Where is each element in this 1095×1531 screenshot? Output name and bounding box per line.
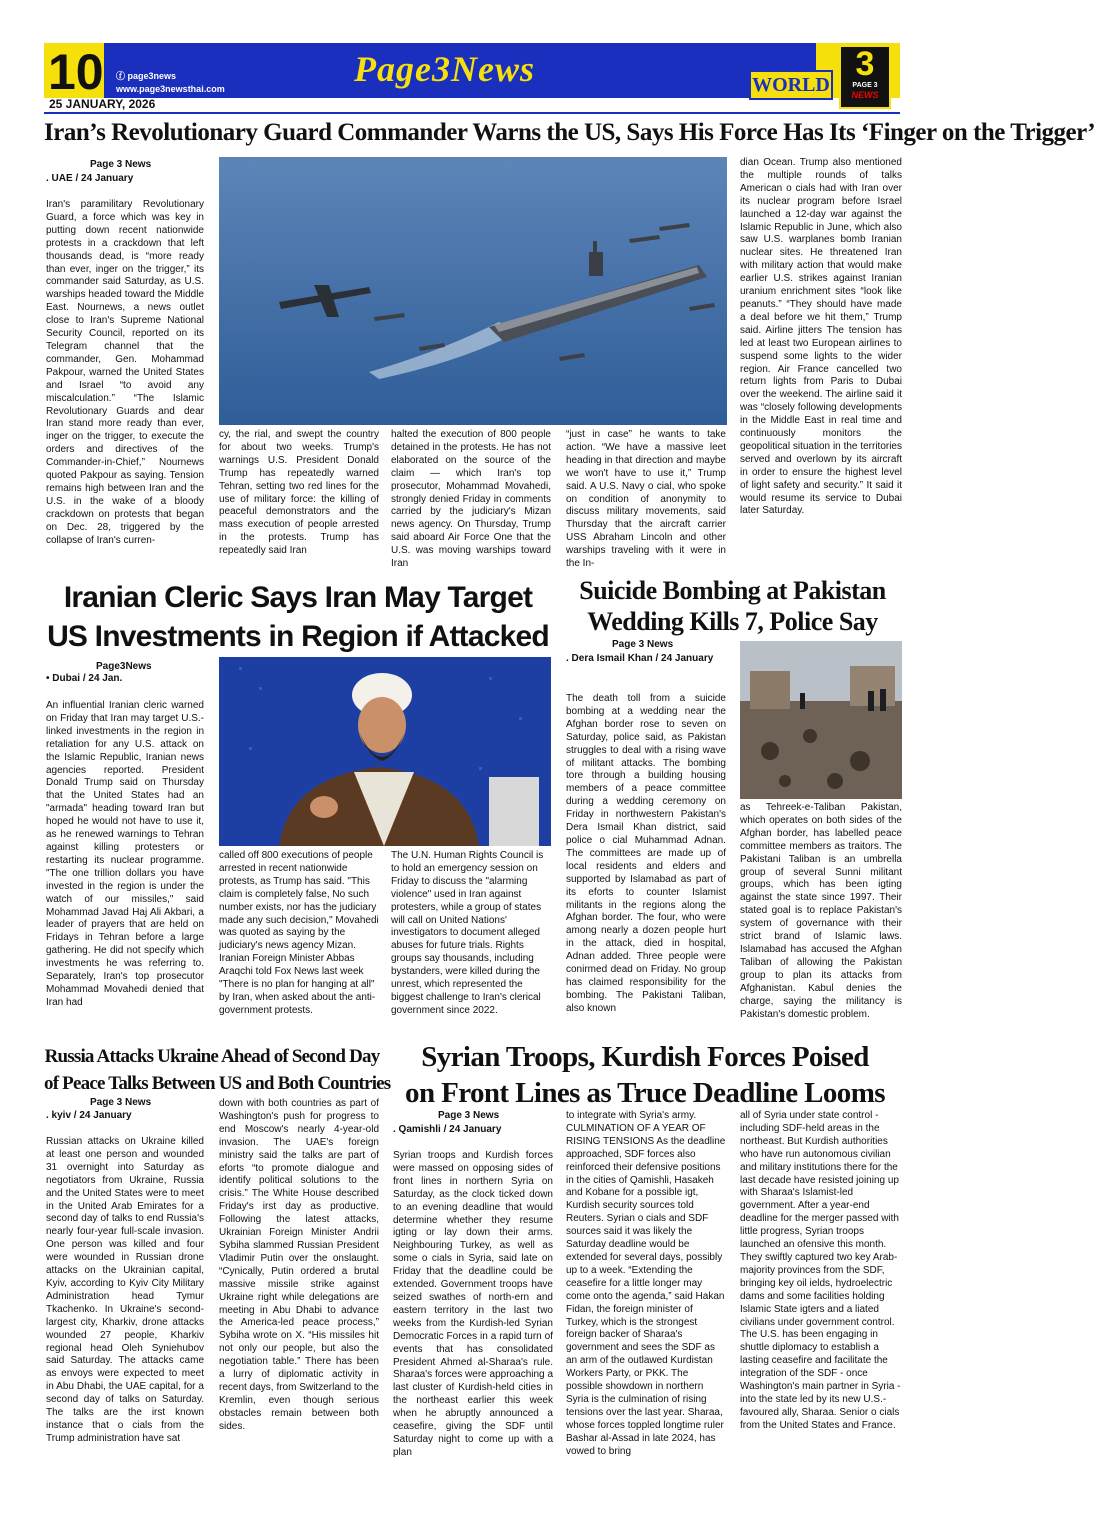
article-pakistan-col1: The death toll from a suicide bombing at a wedding near the Afghan border rose to seven on Saturday, police said, as Pakistan struggles to deal with a rising wave of militant attacks. The bombing tore through a building housing members of a peace committee during a wedding ceremony on Friday in northwestern Pakistan's Dera Ismail Khan district, said police o cial Muhammad Adnan. The committees are made up of local residents and elders and supported by Islamabad as part of its eforts to counter Islamist militants in the regions along the Afghan border. The four, who were among nearly a dozen people hurt in the attack, died in hospital, Adnan added. Three people were conirmed dead on Friday. No group has claimed responsibility for the bombing. The Pakistani Taliban, also known [566, 693, 726, 1014]
article-cleric-col1: An influential Iranian cleric warned on Friday that Iran may target U.S.-linked investments in the region in retaliation for any U.S. attack on the Islamic Republic, Iranian news agencies reported. President Donald Trump said on Thursday that the United States had an "armada" heading toward Iran but hoped he would not have to use it, as he renewed warnings to Tehran against killing protesters or restarting its nuclear programme. "The one trillion dollars you have invested in the region is under the watch of our missiles," said Mohammad Javad Haj Ali Akbari, a leader of prayers that are held on Fridays in Tehran before a large gathering. He did not specify which investments he was referring to. Separately, Iran's top prosecutor Mohammad Movahedi denied that Iran had [46, 700, 204, 1008]
article-iran-guard-source: Page 3 News [90, 159, 152, 170]
contact-block [116, 70, 225, 96]
issue-date: 25 JANUARY, 2026 [49, 97, 156, 111]
article-iran-guard-col2: cy, the rial, and swept the country for about two weeks. Trump's warnings U.S. President Donald Trump has repeatedly warned Tehran, setting two red lines for the use of military force: the killing of peaceful demonstrators and the mass execution of people arrested in the protests. Trump has repeatedly said Iran [219, 429, 379, 557]
article-iran-guard-col3: halted the execution of 800 people detained in the protests. He has not elaborated on the source of the claim — which Iran's top prosecutor, Mohammad Movahedi, strongly denied Friday in comments carried by the judiciary's Mizan news agency. On Thursday, Trump said aboard Air Force One that the U.S. was moving warships toward Iran [391, 429, 551, 570]
website-link[interactable]: www.page3newsthai.com [116, 84, 225, 94]
badge-number: 3 [855, 45, 875, 83]
social-handle[interactable]: page3news [127, 71, 177, 81]
article-cleric-headline-line1: Iranian Cleric Says Iran May Target [63, 581, 533, 614]
article-russia-headline-line1: Russia Attacks Ukraine Ahead of Second Day [44, 1046, 380, 1067]
section-label: WORLD [749, 70, 833, 100]
article-cleric-col3: The U.N. Human Rights Council is to hold an emergency session on Friday to discuss the "alarming violence" used in Iran against protesters, while a group of states will call on United Nations' investigators to document alleged abuses for future trials. Rights groups say thousands, including bystanders, were killed during the unrest, which represented the biggest challenge to Iran's clerical government since 2022. [391, 850, 544, 1016]
article-cleric-col2: called off 800 executions of people arrested in recent nationwide protests, as Trump has said. "This claim is completely false, No such number exists, nor has the judiciary made any such decision," Movahedi was quoted as saying by the judiciary's news agency Mizan. Iranian Foreign Minister Abbas Araqchi told Fox News last week "There is no plan for hanging at all" by Iran, when asked about the anti-government protests. [219, 850, 379, 1016]
article-pakistan-dateline: . Dera Ismail Khan / 24 January [566, 653, 714, 664]
masthead [44, 43, 900, 111]
article-russia-col2: down with both countries as part of Washington's push for progress to end Moscow's nearly 4-year-old invasion. The UAE's foreign ministry said the talks are part of eforts “to promote dialogue and identify political solutions to the crisis.” The White House described Friday's irst day as productive. Following the latest attacks, Ukrainian Foreign Minister Andrii Sybiha slammed Russian President Vladimir Putin over the onslaught. “Cynically, Putin ordered a brutal massive missile strike against Ukraine right while delegations are meeting in Abu Dhabi to advance the America-led peace process,” Sybiha wrote on X. “His missiles hit not only our people, but also the negotiation table.” There has been a lurry of diplomatic activity in recent days, from Switzerland to the Kremlin, even though serious obstacles remain between both sides. [219, 1098, 379, 1432]
article-pakistan-source: Page 3 News [612, 639, 674, 650]
article-pakistan-headline-line2: Wedding Kills 7, Police Say [587, 607, 878, 636]
article-russia-source: Page 3 News [90, 1097, 152, 1108]
article-iran-guard-col5: dian Ocean. Trump also mentioned the multiple rounds of talks American o cials had with Iran over its nuclear program before Israel launched a 12-day war against the Islamic Republic in June, which also saw U.S. warplanes bomb Iranian nuclear sites. He threatened Iran with military action that would make earlier U.S. strikes against Iranian uranium enrichment sites “look like peanuts.” “They should have made a deal before we hit them,” Trump said. Airline jitters The tension has led at least two European airlines to suspend some lights to the wider region. Air France cancelled two return lights from Paris to Dubai over the weekend. The airline said it was “closely following developments in the Middle East in real time and continuously monitors the geopolitical situation in the territories served and overlown by its aircraft in order to ensure the highest level of light safety and security.” It said it would resume its service to Dubai later Saturday. [740, 157, 902, 517]
article-syria-col3: all of Syria under state control - including SDF-held areas in the northeast. But Kurdish authorities who have run autonomous civilian and military institutions there for the last decade have resisted joining up with Sharaa's Islamist-led government. After a year-end deadline for the merger passed with little progress, Syrian troops launched an ofensive this month. They swiftly captured two key Arab-majority provinces from the SDF, bringing key oil ields, hydroelectric dams and some facilities holding Islamic State igters and a liated civilians under government control. The U.S. has been engaging in shuttle diplomacy to establish a lasting ceasefire and facilitate the integration of the SDF - once Washington's main partner in Syria - into the state led by its new U.S.-favoured ally, Sharaa. Senior o cials from the United States and France. [740, 1110, 901, 1431]
article-syria-source: Page 3 News [438, 1110, 500, 1121]
article-iran-guard-col4: “just in case” he wants to take action. “We have a massive leet heading in that direction and maybe we won't have to use it,” Trump said. A U.S. Navy o cial, who spoke on condition of anonymity to discuss military movements, said Thursday that the aircraft carrier USS Abraham Lincoln and other warships traveling with it were in the In- [566, 429, 726, 570]
page3-badge-icon [839, 45, 891, 109]
badge-page: PAGE 3 [852, 82, 878, 89]
article-cleric-dateline: • Dubai / 24 Jan. [46, 673, 123, 684]
article-russia-dateline: . kyiv / 24 January [46, 1110, 132, 1121]
badge-news: NEWS [851, 90, 879, 100]
article-pakistan-col2: as Tehreek-e-Taliban Pakistan, which operates on both sides of the Afghan border, has labelled peace committee members as traitors. The Pakistani Taliban is an umbrella group of several Sunni militant groups, which has been igting against the state since 1997. Their stated goal is to replace Pakistan's system of governance with their strict brand of Islamic laws. Islamabad has accused the Afghan Taliban of allowing the Pakistan group to plan its attacks from Afghanistan. Kabul denies the charge, saying the militancy is Pakistan's domestic problem. [740, 802, 902, 1020]
article-syria-col1: Syrian troops and Kurdish forces were massed on opposing sides of front lines in northern Syria on Saturday, as the clock ticked down to an evening deadline that would determine whether they resume igting or lay down their arms. Neighbouring Turkey, as well as some o cials in Syria, said late on Friday that the deadline could be extended. Government troops have seized swathes of north-ern and eastern territory in the last two weeks from the Kurdish-led Syrian Democratic Forces in a rapid turn of events that has consolidated President Ahmed al-Sharaa's rule. Sharaa's forces were approaching a last cluster of Kurdish-held cities in the northeast earlier this week when he abruptly announced a ceasefire, giving the SDF until Saturday night to come up with a plan [393, 1150, 553, 1458]
article-cleric-headline-line2: US Investments in Region if Attacked [47, 620, 549, 653]
article-iran-guard-dateline: . UAE / 24 January [46, 173, 134, 184]
page-number: 10 [48, 44, 104, 100]
masthead-rule [44, 112, 900, 114]
article-russia-headline-line2: of Peace Talks Between US and Both Countries [44, 1073, 391, 1094]
article-syria-headline-line2: on Front Lines as Truce Deadline Looms [405, 1077, 885, 1109]
article-syria-dateline: . Qamishli / 24 January [393, 1124, 502, 1135]
article-pakistan-headline-line1: Suicide Bombing at Pakistan [579, 576, 886, 605]
article-syria-headline-line1: Syrian Troops, Kurdish Forces Poised [421, 1041, 869, 1073]
bombing-site-photo [740, 641, 902, 799]
article-syria-col2: to integrate with Syria's army. CULMINATION OF A YEAR OF RISING TENSIONS As the deadline approached, SDF forces also reinforced their defensive positions in the cities of Qamishli, Hasakeh and Kobane for a possible igt, Kurdish security sources told Reuters. Syrian o cials and SDF sources said it was likely the Saturday deadline would be extended for several days, possibly up to a week. “Extending the ceasefire for a little longer may come onto the agenda,” said Hakan Fidan, the foreign minister of Turkey, which is the strongest foreign backer of Sharaa's government and sees the SDF as an arm of the outlawed Kurdistan Workers Party, or PKK. The possible showdown in northern Syria is the culmination of rising tensions over the last year. Sharaa, whose forces toppled longtime ruler Bashar al-Assad in late 2024, has vowed to bring [566, 1110, 726, 1457]
cleric-photo [219, 657, 551, 846]
article-russia-col1: Russian attacks on Ukraine killed at least one person and wounded 31 overnight into Saturday as negotiators from Ukraine, Russia and the United States were to meet in the United Arab Emirates for a second day of talks to end Russia's nearly four-year full-scale invasion. One person was killed and four were wounded in Russian drone attacks on the Ukrainian capital, Kyiv, according to Kyiv City Military Administration head Tymur Tkachenko. In Ukraine's second-largest city, Kharkiv, drone attacks wounded 27 people, Kharkiv regional head Oleh Syniehubov said Saturday. The attacks came as envoys were expected to meet in Abu Dhabi, the UAE capital, for a second day of talks on Saturday. The talks are the irst known instance that o cials from the Trump administration have sat [46, 1136, 204, 1444]
brand-logo: Page3News [354, 49, 535, 89]
social-icon: ⓕ [116, 71, 126, 81]
article-cleric-source: Page3News [96, 661, 152, 672]
article-iran-guard-headline: Iran’s Revolutionary Guard Commander Warns the US, Says His Force Has Its ‘Finger on the Trigger’ [44, 119, 1095, 146]
article-iran-guard-col1: Iran's paramilitary Revolutionary Guard, a force which was key in putting down recent nationwide protests in a crackdown that left thousands dead, is “more ready than ever, inger on the trigger,” its commander said Saturday, as U.S. warships headed toward the Middle East. Nournews, a news outlet close to Iran's Supreme National Security Council, reported on its Telegram channel that the commander, Gen. Mohammad Pakpour, warned the United States and Israel “to avoid any miscalculation.” “The Islamic Revolutionary Guards and dear Iran stand more ready than ever, inger on the trigger, to execute the orders and directives of the Commander-in-Chief,” Nournews quoted Pakpour as saying. Tension remains high between Iran and the U.S. in the wake of a bloody crackdown on protests that began on Dec. 28, triggered by the collapse of Iran's curren- [46, 199, 204, 546]
aircraft-carrier-photo [219, 157, 727, 425]
